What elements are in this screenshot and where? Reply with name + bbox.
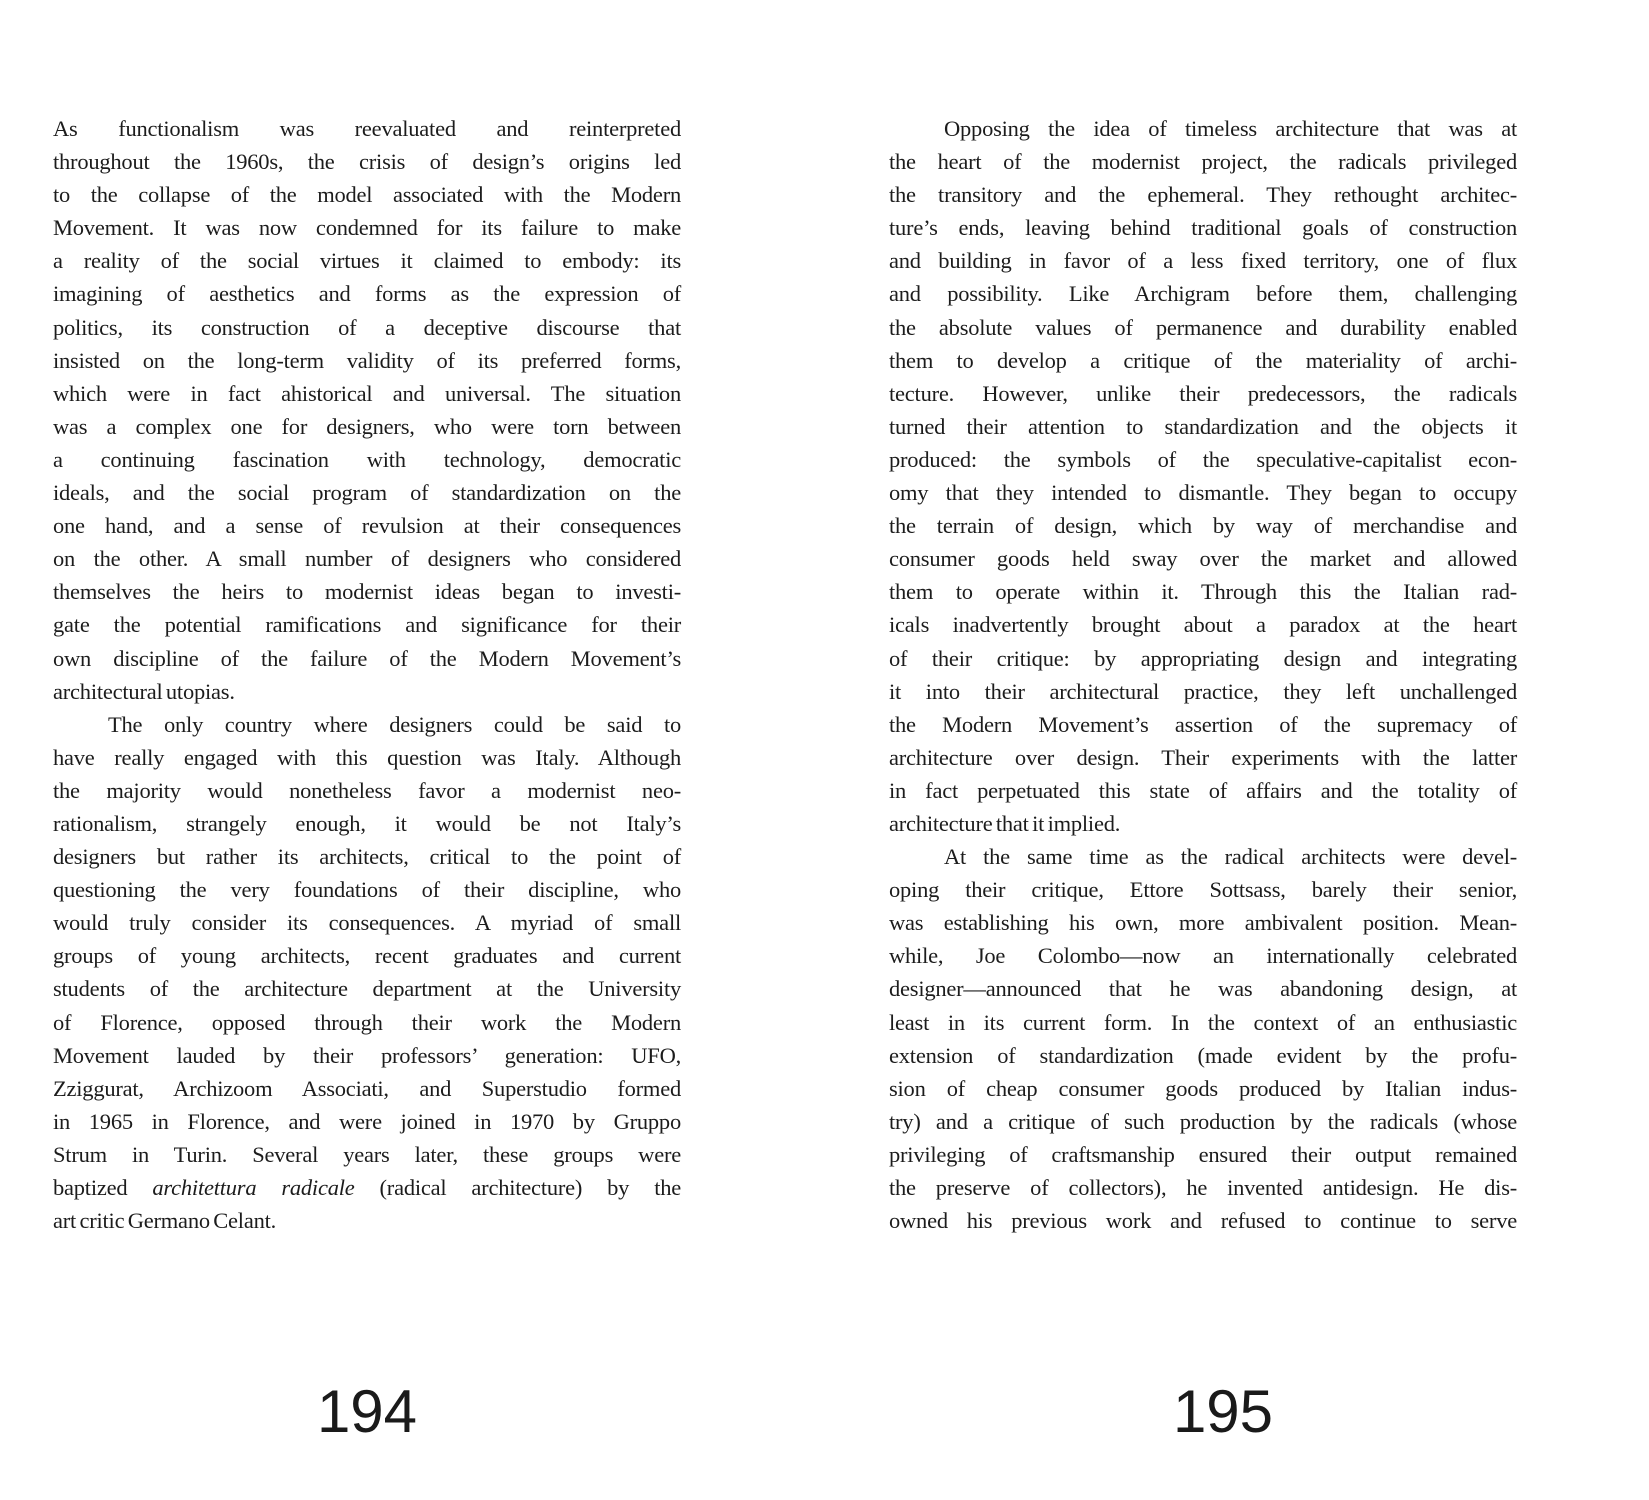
text-line: which were in fact ahistorical and universal. The situation [53, 380, 681, 406]
text-line: produced: the symbols of the speculative-capitalist econ- [889, 446, 1517, 472]
text-line: was establishing his own, more ambivalent position. Mean- [889, 910, 1517, 936]
text-line: architecture that it implied. [889, 810, 1121, 836]
text-line: to the collapse of the model associated with the Modern [53, 182, 681, 208]
text-line: the transitory and the ephemeral. They rethought architec- [889, 182, 1517, 208]
text-line: ideals, and the social program of standardization on the [53, 480, 681, 506]
text-line: consumer goods held sway over the market and allowed [889, 546, 1517, 572]
text-line: Strum in Turin. Several years later, these groups were [53, 1141, 681, 1167]
text-line: one hand, and a sense of revulsion at their consequences [53, 513, 681, 539]
text-line: omy that they intended to dismantle. They began to occupy [889, 480, 1517, 506]
text-line: them to develop a critique of the materiality of archi- [889, 347, 1517, 373]
text-line: oping their critique, Ettore Sottsass, barely their senior, [889, 877, 1517, 903]
paragraph [889, 112, 1517, 840]
text-line: the Modern Movement’s assertion of the supremacy of [889, 711, 1517, 737]
text-line: At the same time as the radical architects were devel- [944, 844, 1517, 870]
text-line: on the other. A small number of designers who considered [53, 546, 681, 572]
text-line: extension of standardization (made evident by the profu- [889, 1042, 1517, 1068]
text-line: gate the potential ramifications and significance for their [53, 612, 681, 638]
text-line: and possibility. Like Archigram before them, challenging [889, 281, 1517, 307]
text-line: of their critique: by appropriating design and integrating [889, 645, 1517, 671]
text-line: Zziggurat, Archizoom Associati, and Superstudio formed [53, 1075, 681, 1101]
paragraph [53, 708, 681, 1238]
text-line: insisted on the long-term validity of its preferred forms, [53, 347, 681, 373]
text-line: architectural utopias. [53, 678, 235, 704]
text-line: sion of cheap consumer goods produced by Italian indus- [889, 1075, 1517, 1101]
text-line: throughout the 1960s, the crisis of design’s origins led [53, 149, 681, 175]
text-line: rationalism, strangely enough, it would be not Italy’s [53, 810, 681, 836]
text-line: a continuing fascination with technology, democratic [53, 446, 681, 472]
text-line: the preserve of collectors), he invented antidesign. He dis- [889, 1175, 1517, 1200]
text-line: architecture over design. Their experiments with the latter [889, 744, 1517, 770]
text-line: groups of young architects, recent graduates and current [53, 943, 681, 969]
text-line: own discipline of the failure of the Modern Movement’s [53, 645, 681, 671]
text-line: Movement lauded by their professors’ generation: UFO, [53, 1042, 681, 1068]
text-line: in 1965 in Florence, and were joined in 1970 by Gruppo [53, 1108, 681, 1134]
page-number-left: 194 [316, 1378, 418, 1445]
text-line: As functionalism was reevaluated and reinterpreted [53, 116, 681, 141]
page-number-right: 195 [1172, 1378, 1274, 1445]
text-line: art critic Germano Celant. [53, 1208, 277, 1234]
text-line: icals inadvertently brought about a paradox at the heart [889, 612, 1517, 638]
page-right-text-column [889, 112, 1517, 1237]
text-line: turned their attention to standardization and the objects it [889, 413, 1517, 439]
text-line: would truly consider its consequences. A myriad of small [53, 910, 681, 936]
page-left-text-column [53, 112, 681, 1237]
text-line: while, Joe Colombo—now an internationally celebrated [889, 943, 1517, 969]
text-line: a reality of the social virtues it claimed to embody: its [53, 248, 681, 274]
text-line: students of the architecture department at the University [53, 976, 681, 1002]
text-line: the terrain of design, which by way of merchandise and [889, 513, 1517, 539]
text-line: have really engaged with this question was Italy. Although [53, 744, 681, 770]
text-line: Opposing the idea of timeless architecture that was at [944, 116, 1517, 141]
text-line: themselves the heirs to modernist ideas began to investi- [53, 579, 681, 605]
text-line: privileging of craftsmanship ensured their output remained [889, 1141, 1517, 1167]
text-line: designer—announced that he was abandoning design, at [889, 976, 1517, 1002]
text-line: was a complex one for designers, who were torn between [53, 413, 681, 439]
text-line: them to operate within it. Through this the Italian rad- [889, 579, 1517, 605]
text-line: least in its current form. In the context of an enthusiastic [889, 1009, 1517, 1035]
text-line: designers but rather its architects, critical to the point of [53, 844, 681, 870]
text-line: ture’s ends, leaving behind traditional goals of construction [889, 215, 1517, 241]
text-line: the majority would nonetheless favor a modernist neo- [53, 777, 681, 803]
text-line: try) and a critique of such production by the radicals (whose [889, 1108, 1517, 1134]
text-line: politics, its construction of a deceptive discourse that [53, 314, 681, 340]
text-line: imagining of aesthetics and forms as the expression of [53, 281, 681, 307]
text-line: and building in favor of a less fixed territory, one of flux [889, 248, 1517, 274]
text-line: the absolute values of permanence and durability enabled [889, 314, 1517, 340]
text-line: baptized architettura radicale (radical architecture) by the [53, 1175, 682, 1200]
text-line: the heart of the modernist project, the radicals privileged [889, 149, 1517, 175]
text-line: in fact perpetuated this state of affairs and the totality of [889, 777, 1517, 803]
text-line: questioning the very foundations of their discipline, who [53, 877, 681, 903]
paragraph [889, 840, 1517, 1237]
text-line: it into their architectural practice, they left unchallenged [889, 678, 1517, 704]
text-line: Movement. It was now condemned for its failure to make [53, 215, 681, 241]
text-line: owned his previous work and refused to continue to serve [889, 1208, 1517, 1234]
paragraph [53, 112, 681, 708]
text-line: The only country where designers could be said to [108, 711, 681, 737]
text-line: of Florence, opposed through their work the Modern [53, 1009, 681, 1035]
text-line: tecture. However, unlike their predecessors, the radicals [889, 380, 1517, 406]
